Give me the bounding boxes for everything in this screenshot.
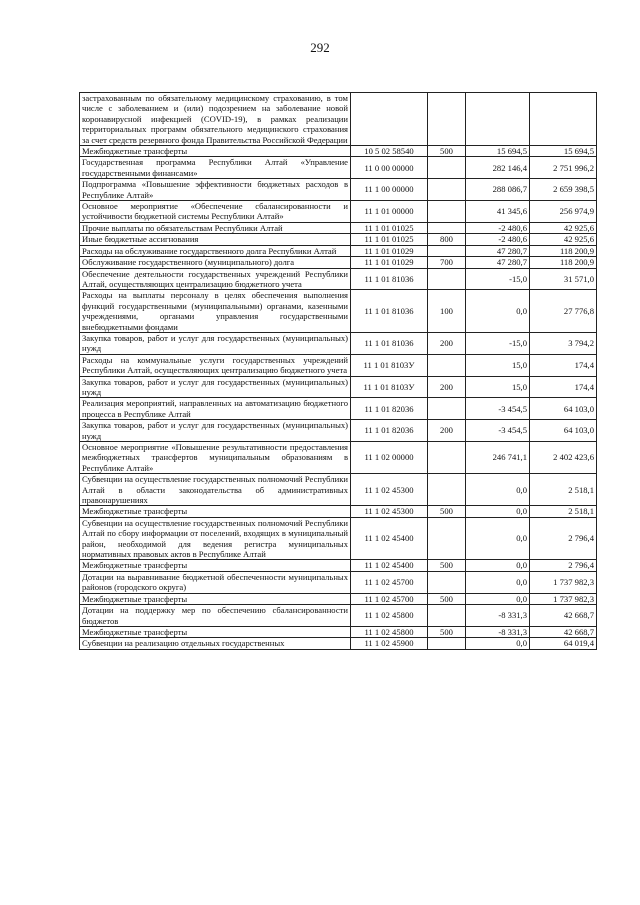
amount-total-cell: 64 103,0 [530,420,597,442]
amount-change-cell: 288 086,7 [466,179,530,201]
expense-type-cell: 200 [428,376,466,398]
table-row [80,354,597,376]
table-row [80,234,597,245]
target-code-cell: 11 1 02 45900 [351,638,428,649]
table-row [80,638,597,649]
amount-change-cell: -3 454,5 [466,420,530,442]
expense-name-cell: Межбюджетные трансферты [80,506,351,517]
target-code-cell: 11 1 02 45300 [351,474,428,506]
target-code-cell: 11 1 02 45700 [351,593,428,604]
amount-total-cell [530,93,597,146]
expense-type-cell: 700 [428,257,466,268]
amount-change-cell: 0,0 [466,290,530,333]
amount-change-cell: 0,0 [466,593,530,604]
table-row [80,506,597,517]
target-code-cell: 11 1 01 81036 [351,290,428,333]
amount-change-cell: 0,0 [466,474,530,506]
table-row [80,626,597,637]
table-row [80,605,597,627]
amount-change-cell: 0,0 [466,571,530,593]
table-row [80,201,597,223]
amount-total-cell: 1 737 982,3 [530,593,597,604]
expense-type-cell: 500 [428,626,466,637]
target-code-cell: 11 1 02 45800 [351,605,428,627]
expense-type-cell: 500 [428,146,466,157]
amount-change-cell [466,93,530,146]
target-code-cell: 11 1 01 8103У [351,376,428,398]
target-code-cell: 11 1 01 01029 [351,257,428,268]
amount-change-cell: -15,0 [466,332,530,354]
table-row [80,442,597,474]
target-code-cell: 11 1 02 00000 [351,442,428,474]
expense-type-cell [428,245,466,256]
expense-name-cell: застрахованным по обязательному медицинскому страхованию, в том числе с заболеванием и (или) подозрением на заболевание новой коронавирусной инфекцией (COVID-19), в рамках реализации территориальных программ обязательного медицинского страхования за счет средств резервного фонда Правительства Российской Федерации [80,93,351,146]
amount-total-cell: 174,4 [530,376,597,398]
table-row [80,222,597,233]
table-row [80,474,597,506]
expense-name-cell: Межбюджетные трансферты [80,560,351,571]
target-code-cell: 11 1 01 81036 [351,332,428,354]
expense-name-cell: Реализация мероприятий, направленных на автоматизацию бюджетного процесса в Республике Алтай [80,398,351,420]
table-row [80,245,597,256]
amount-change-cell: 0,0 [466,560,530,571]
target-code-cell: 11 0 00 00000 [351,157,428,179]
amount-change-cell: 47 280,7 [466,245,530,256]
target-code-cell: 10 5 02 58540 [351,146,428,157]
amount-total-cell: 42 668,7 [530,626,597,637]
amount-total-cell: 256 974,9 [530,201,597,223]
expense-name-cell: Иные бюджетные ассигнования [80,234,351,245]
expense-type-cell [428,157,466,179]
amount-total-cell: 42 925,6 [530,234,597,245]
table-row [80,290,597,333]
table-row [80,560,597,571]
budget-table-body [80,93,597,650]
expense-name-cell: Межбюджетные трансферты [80,593,351,604]
target-code-cell: 11 1 02 45400 [351,517,428,560]
amount-total-cell: 2 751 996,2 [530,157,597,179]
expense-name-cell: Расходы на коммунальные услуги государственных учреждений Республики Алтай, осуществляющих централизацию бюджетного учета [80,354,351,376]
target-code-cell: 11 1 01 01029 [351,245,428,256]
expense-type-cell [428,605,466,627]
expense-name-cell: Субвенции на реализацию отдельных государственных [80,638,351,649]
amount-total-cell: 2 796,4 [530,517,597,560]
amount-total-cell: 15 694,5 [530,146,597,157]
expense-type-cell [428,222,466,233]
expense-type-cell [428,398,466,420]
table-row [80,571,597,593]
expense-name-cell: Расходы на обслуживание государственного долга Республики Алтай [80,245,351,256]
table-row [80,157,597,179]
amount-change-cell: 47 280,7 [466,257,530,268]
expense-name-cell: Субвенции на осуществление государственных полномочий Республики Алтай по сбору информации от поселений, входящих в муниципальный район, необходимой для ведения регистра муниципальных нормативных правовых актов в Республике Алтай [80,517,351,560]
amount-total-cell: 118 200,9 [530,257,597,268]
expense-type-cell [428,268,466,290]
amount-change-cell: 0,0 [466,638,530,649]
expense-name-cell: Основное мероприятие «Повышение результативности предоставления межбюджетных трансфертов муниципальным образованиям в Республике Алтай» [80,442,351,474]
expense-name-cell: Закупка товаров, работ и услуг для государственных (муниципальных) нужд [80,332,351,354]
amount-change-cell: -2 480,6 [466,234,530,245]
expense-name-cell: Закупка товаров, работ и услуг для государственных (муниципальных) нужд [80,376,351,398]
expense-type-cell [428,179,466,201]
expense-name-cell: Подпрограмма «Повышение эффективности бюджетных расходов в Республике Алтай» [80,179,351,201]
amount-change-cell: 15 694,5 [466,146,530,157]
table-row [80,257,597,268]
amount-change-cell: 15,0 [466,376,530,398]
target-code-cell: 11 1 02 45700 [351,571,428,593]
expense-type-cell: 100 [428,290,466,333]
budget-table [79,92,597,650]
amount-change-cell: -8 331,3 [466,626,530,637]
expense-type-cell: 200 [428,420,466,442]
table-row [80,93,597,146]
amount-total-cell: 2 518,1 [530,506,597,517]
target-code-cell: 11 1 01 01025 [351,234,428,245]
table-row [80,332,597,354]
expense-type-cell [428,354,466,376]
expense-name-cell: Обслуживание государственного (муниципального) долга [80,257,351,268]
amount-total-cell: 27 776,8 [530,290,597,333]
amount-change-cell: 15,0 [466,354,530,376]
target-code-cell: 11 1 01 01025 [351,222,428,233]
amount-total-cell: 1 737 982,3 [530,571,597,593]
amount-change-cell: 41 345,6 [466,201,530,223]
amount-total-cell: 3 794,2 [530,332,597,354]
expense-type-cell: 500 [428,506,466,517]
expense-type-cell [428,517,466,560]
table-row [80,268,597,290]
table-row [80,398,597,420]
amount-total-cell: 2 518,1 [530,474,597,506]
target-code-cell: 11 1 00 00000 [351,179,428,201]
amount-change-cell: -2 480,6 [466,222,530,233]
expense-type-cell [428,638,466,649]
amount-change-cell: 0,0 [466,517,530,560]
expense-name-cell: Межбюджетные трансферты [80,146,351,157]
amount-change-cell: 246 741,1 [466,442,530,474]
expense-type-cell [428,474,466,506]
target-code-cell: 11 1 01 82036 [351,420,428,442]
amount-change-cell: 0,0 [466,506,530,517]
target-code-cell: 11 1 01 81036 [351,268,428,290]
amount-total-cell: 2 659 398,5 [530,179,597,201]
expense-name-cell: Расходы на выплаты персоналу в целях обеспечения выполнения функций государственными (муниципальными) органами, казенными учреждениями, органами управления государственными внебюджетными фондами [80,290,351,333]
table-row [80,376,597,398]
amount-change-cell: -3 454,5 [466,398,530,420]
amount-change-cell: -8 331,3 [466,605,530,627]
amount-total-cell: 31 571,0 [530,268,597,290]
expense-type-cell [428,442,466,474]
amount-total-cell: 174,4 [530,354,597,376]
expense-type-cell [428,93,466,146]
expense-name-cell: Обеспечение деятельности государственных учреждений Республики Алтай, осуществляющих централизацию бюджетного учета [80,268,351,290]
target-code-cell [351,93,428,146]
expense-name-cell: Межбюджетные трансферты [80,626,351,637]
target-code-cell: 11 1 02 45800 [351,626,428,637]
amount-total-cell: 118 200,9 [530,245,597,256]
amount-total-cell: 42 668,7 [530,605,597,627]
target-code-cell: 11 1 01 00000 [351,201,428,223]
expense-type-cell: 500 [428,560,466,571]
expense-name-cell: Дотации на поддержку мер по обеспечению сбалансированности бюджетов [80,605,351,627]
amount-total-cell: 64 019,4 [530,638,597,649]
expense-name-cell: Прочие выплаты по обязательствам Республики Алтай [80,222,351,233]
expense-type-cell: 500 [428,593,466,604]
expense-name-cell: Основное мероприятие «Обеспечение сбалансированности и устойчивости бюджетной системы Республики Алтай» [80,201,351,223]
expense-name-cell: Дотации на выравнивание бюджетной обеспеченности муниципальных районов (городского округа) [80,571,351,593]
expense-name-cell: Субвенции на осуществление государственных полномочий Республики Алтай в области законодательства об административных правонарушениях [80,474,351,506]
expense-type-cell: 800 [428,234,466,245]
expense-name-cell: Закупка товаров, работ и услуг для государственных (муниципальных) нужд [80,420,351,442]
target-code-cell: 11 1 02 45300 [351,506,428,517]
amount-change-cell: 282 146,4 [466,157,530,179]
table-row [80,146,597,157]
table-row [80,593,597,604]
target-code-cell: 11 1 01 8103У [351,354,428,376]
expense-name-cell: Государственная программа Республики Алтай «Управление государственными финансами» [80,157,351,179]
amount-total-cell: 2 402 423,6 [530,442,597,474]
table-row [80,179,597,201]
amount-total-cell: 42 925,6 [530,222,597,233]
amount-change-cell: -15,0 [466,268,530,290]
target-code-cell: 11 1 01 82036 [351,398,428,420]
page-number: 292 [310,40,330,55]
target-code-cell: 11 1 02 45400 [351,560,428,571]
table-row [80,517,597,560]
expense-type-cell [428,571,466,593]
expense-type-cell [428,201,466,223]
amount-total-cell: 64 103,0 [530,398,597,420]
table-row [80,420,597,442]
expense-type-cell: 200 [428,332,466,354]
amount-total-cell: 2 796,4 [530,560,597,571]
